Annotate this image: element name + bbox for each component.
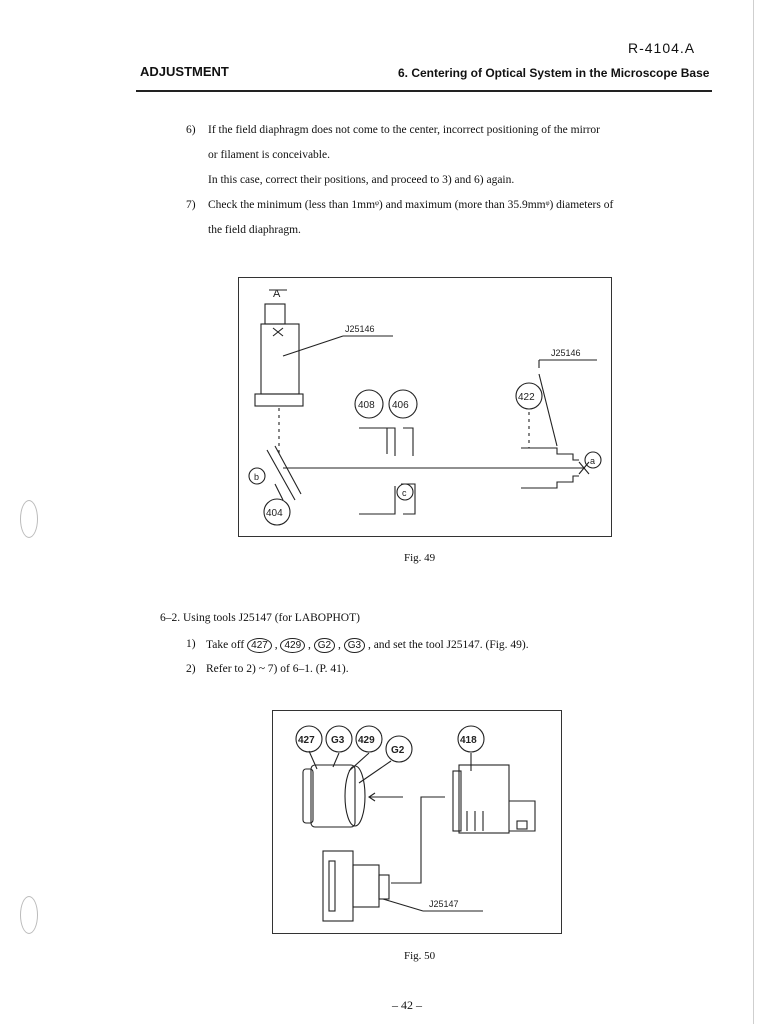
fig49-part-422: 422 [518, 392, 535, 403]
fig50-part-g2: G2 [391, 745, 405, 756]
figure-49 [238, 277, 612, 537]
figure-49-drawing [239, 278, 611, 536]
fig50-part-427: 427 [298, 735, 315, 746]
binder-hole-mark-1 [20, 500, 38, 538]
document-number: R-4104.A [628, 40, 696, 56]
step-62-1-suffix: , and set the tool J25147. (Fig. 49). [367, 639, 529, 651]
fig49-part-406: 406 [392, 400, 409, 411]
fig49-part-404: 404 [266, 508, 283, 519]
step-62-1-text: Take off 427 , 429 , G2 , G3 , and set the tool J25147. (Fig. 49). [206, 639, 529, 651]
figure-50 [272, 710, 562, 934]
fig49-tool-label-1: J25146 [345, 324, 375, 334]
part-g2-callout: G2 [314, 638, 335, 653]
fig50-part-418: 418 [460, 735, 477, 746]
fig49-tool-label-2: J25146 [551, 348, 581, 358]
fig50-part-g3: G3 [331, 735, 345, 746]
step-6-line-3: In this case, correct their positions, and proceed to 3) and 6) again. [208, 174, 515, 186]
figure-49-caption: Fig. 49 [404, 552, 436, 564]
binder-hole-mark-2 [20, 896, 38, 934]
part-429-callout: 429 [280, 638, 305, 653]
step-7-line-1: Check the minimum (less than 1mmᵠ) and maximum (more than 35.9mmᵠ) diameters of [208, 199, 614, 211]
fig49-part-c: c [402, 488, 407, 498]
fig49-part-b: b [254, 472, 260, 482]
figure-50-caption: Fig. 50 [404, 950, 436, 962]
fig49-part-408: 408 [358, 400, 375, 411]
step-62-1-number: 1) [186, 638, 196, 650]
part-427-callout: 427 [247, 638, 272, 653]
step-7-line-2: the field diaphragm. [208, 224, 301, 236]
step-7-number: 7) [186, 199, 196, 211]
page-edge-line [753, 0, 754, 1024]
step-62-2-number: 2) [186, 663, 196, 675]
fig50-part-429: 429 [358, 735, 375, 746]
step-6-number: 6) [186, 124, 196, 136]
figure-50-drawing [273, 711, 561, 933]
section-62-heading: 6–2. Using tools J25147 (for LABOPHOT) [160, 612, 360, 624]
section-title-left: ADJUSTMENT [140, 64, 229, 79]
page-number: – 42 – [392, 998, 422, 1012]
step-62-1-prefix: Take off [206, 639, 245, 651]
step-62-2-text: Refer to 2) ~ 7) of 6–1. (P. 41). [206, 663, 349, 675]
part-g3-callout: G3 [344, 638, 365, 653]
section-title-right: 6. Centering of Optical System in the Microscope Base [398, 66, 710, 80]
fig49-arrow-label: A [273, 288, 281, 300]
fig50-tool-label: J25147 [429, 899, 459, 909]
fig49-part-a: a [590, 456, 596, 466]
step-6-line-1: If the field diaphragm does not come to the center, incorrect positioning of the mirror [208, 124, 601, 136]
header-rule [136, 90, 712, 92]
step-6-line-2: or filament is conceivable. [208, 149, 330, 161]
